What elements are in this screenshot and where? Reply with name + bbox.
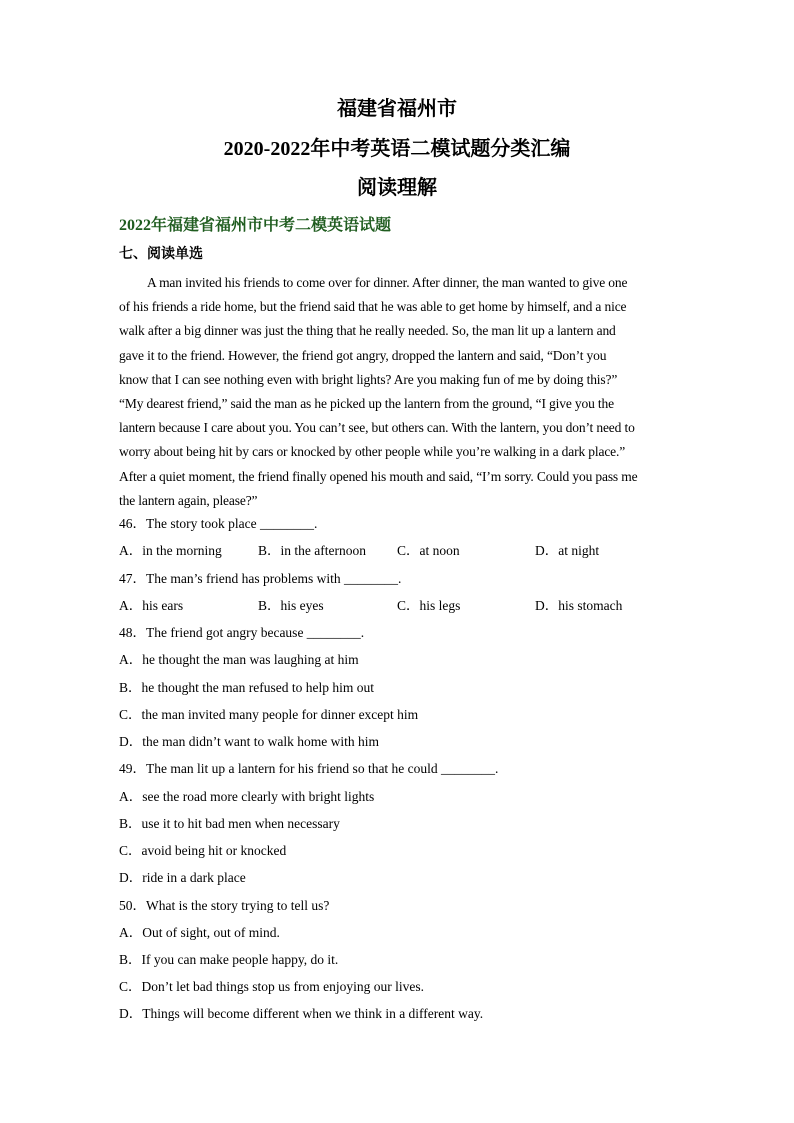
question-48-option-b xyxy=(119,678,699,698)
question-50-option-b xyxy=(119,950,699,970)
option-a: A．Out of sight, out of mind. xyxy=(119,925,280,940)
option-d: D．his stomach xyxy=(535,598,623,613)
option-a: A．in the morning xyxy=(119,543,222,558)
passage-line: After a quiet moment, the friend finally opened his mouth and said, “I’m sorry. Could you pass me xyxy=(119,468,638,484)
passage-line: lantern because I care about you. You can’t see, but others can. With the lantern, you don’t need to xyxy=(119,420,635,436)
question-46-options xyxy=(119,541,699,561)
question-47-options xyxy=(119,596,699,616)
option-c: C．his legs xyxy=(397,598,461,613)
question-49-option-a xyxy=(119,787,699,807)
option-d: D．Things will become different when we think in a different way. xyxy=(119,1006,484,1021)
option-c: C．the man invited many people for dinner except him xyxy=(119,707,419,722)
option-d: D．at night xyxy=(535,543,600,558)
passage-line: A man invited his friends to come over for dinner. After dinner, the man wanted to give one xyxy=(147,275,628,290)
option-a: A．his ears xyxy=(119,598,184,613)
question-50-option-c xyxy=(119,977,699,997)
question-stem: 49．The man lit up a lantern for his friend so that he could ________. xyxy=(119,761,499,776)
option-c: C．at noon xyxy=(397,543,460,558)
question-48-option-d xyxy=(119,732,699,752)
passage-line: walk after a big dinner was just the thing that he really needed. So, the man lit up a lantern and xyxy=(119,323,616,339)
option-b: B．he thought the man refused to help him out xyxy=(119,680,374,695)
passage-line: worry about being hit by cars or knocked by other people while you’re walking in a dark place.” xyxy=(119,444,626,460)
question-49 xyxy=(119,759,699,779)
question-50-option-a xyxy=(119,923,699,943)
question-49-option-d xyxy=(119,868,699,888)
option-c: C．Don’t let bad things stop us from enjoying our lives. xyxy=(119,979,424,994)
passage-line: gave it to the friend. However, the friend got angry, dropped the lantern and said, “Don’t you xyxy=(119,347,607,363)
option-b: B．If you can make people happy, do it. xyxy=(119,952,339,967)
title-province-city: 福建省福州市 xyxy=(337,98,457,120)
question-stem: 50．What is the story trying to tell us? xyxy=(119,898,330,913)
option-b: B．use it to hit bad men when necessary xyxy=(119,816,340,831)
question-46 xyxy=(119,514,699,534)
passage-line: know that I can see nothing even with bright lights? Are you making fun of me by doing this?” xyxy=(119,371,618,387)
exam-source-heading: 2022年福建省福州市中考二模英语试题 xyxy=(119,217,392,234)
option-a: A．see the road more clearly with bright lights xyxy=(119,789,375,804)
question-48-option-c xyxy=(119,705,699,725)
question-47 xyxy=(119,569,699,589)
question-stem: 47．The man’s friend has problems with ________. xyxy=(119,571,402,586)
question-stem: 48．The friend got angry because ________. xyxy=(119,625,365,640)
passage-line: of his friends a ride home, but the friend said that he was able to get home by himself, and a nice xyxy=(119,299,627,315)
option-c: C．avoid being hit or knocked xyxy=(119,843,287,858)
option-d: D．the man didn’t want to walk home with him xyxy=(119,734,379,749)
question-48 xyxy=(119,623,699,643)
option-b: B．his eyes xyxy=(258,598,324,613)
option-b: B．in the afternoon xyxy=(258,543,366,558)
option-d: D．ride in a dark place xyxy=(119,870,246,885)
title-exam-compilation: 2020-2022年中考英语二模试题分类汇编 xyxy=(223,138,571,160)
question-stem: 46．The story took place ________. xyxy=(119,516,318,531)
passage-line: “My dearest friend,” said the man as he picked up the lantern from the ground, “I give you the xyxy=(119,395,614,411)
question-49-option-b xyxy=(119,814,699,834)
passage-line: the lantern again, please?” xyxy=(119,492,258,508)
question-48-option-a xyxy=(119,650,699,670)
option-a: A．he thought the man was laughing at him xyxy=(119,652,359,667)
question-50 xyxy=(119,896,699,916)
title-reading-comprehension: 阅读理解 xyxy=(357,177,437,199)
reading-passage xyxy=(119,271,679,513)
section-heading: 七、阅读单选 xyxy=(119,247,203,262)
question-50-option-d xyxy=(119,1004,699,1024)
question-49-option-c xyxy=(119,841,699,861)
